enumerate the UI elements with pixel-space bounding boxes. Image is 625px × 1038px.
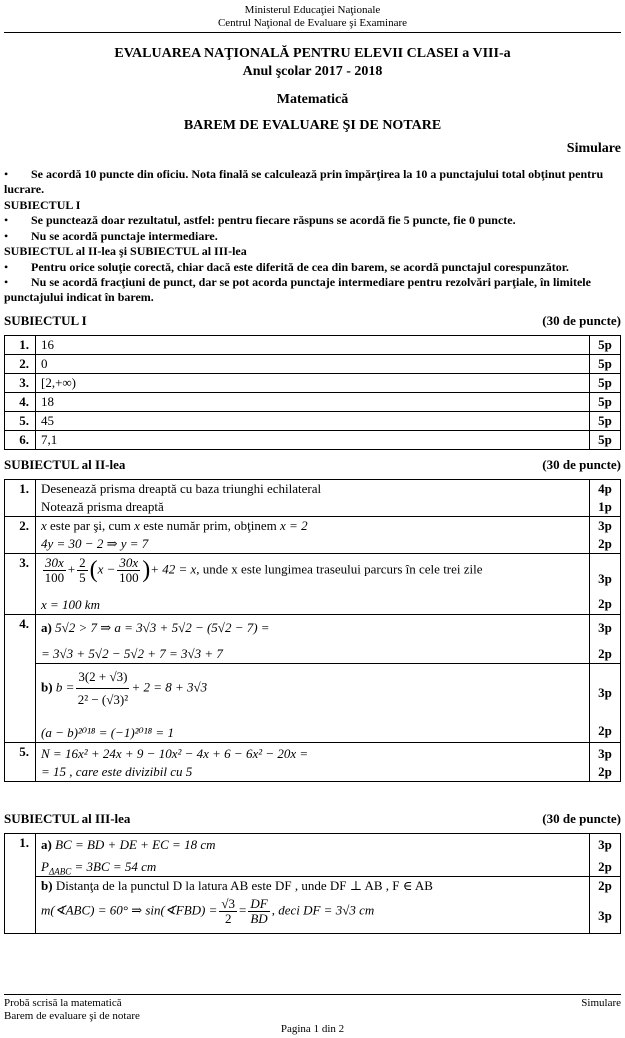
table-row	[5, 834, 621, 877]
points-value: 5p	[590, 393, 621, 412]
solution-equation: m(∢ABC) = 60° ⇒ sin(∢FBD) = $\frac{√3}{2}$ = $\frac{DF}{BD}$ , deci DF = 3√3 cm	[41, 896, 375, 926]
points-value: 2p	[598, 859, 612, 874]
item-points	[590, 615, 621, 664]
item-number: 3.	[5, 554, 36, 615]
subject-name: Matematică	[276, 92, 349, 107]
points-value: 3p	[598, 837, 612, 852]
solution-line: = 15 , care este divizibil cu 5	[41, 764, 193, 779]
item-number: 4.	[5, 393, 36, 412]
table-row	[5, 664, 621, 743]
item-solution-a	[36, 615, 590, 664]
header-divider	[4, 32, 621, 33]
item-points	[590, 743, 621, 782]
table-row	[5, 336, 621, 355]
points-value: 1p	[598, 499, 612, 514]
simulare-label: Simulare	[566, 141, 621, 156]
solution-equation: $\frac{30x}{100}$ + $\frac{2}{5}$ (x − $\frac{30x}{100}$ )+ 42 = x, unde x este lungimea traseului parcurs în cele trei zile	[44, 555, 483, 585]
points-value: 3p	[598, 620, 612, 635]
subiect1-table	[4, 335, 621, 450]
item-number: 5.	[5, 412, 36, 431]
item-points	[590, 480, 621, 517]
item-answer: 7,1	[36, 431, 590, 450]
solution-line: = 3√3 + 5√2 − 5√2 + 7 = 3√3 + 7	[41, 646, 223, 661]
footer-left-line1: Probă scrisă la matematică	[4, 997, 122, 1009]
item-solution	[36, 743, 590, 782]
item-points	[590, 517, 621, 554]
item-number: 2.	[5, 517, 36, 554]
table-row	[5, 374, 621, 393]
instruction-sub1-title: SUBIECTUL I	[4, 198, 81, 212]
points-value: 2p	[598, 536, 612, 551]
solution-line: N = 16x² + 24x + 9 − 10x² − 4x + 6 − 6x² − 20x =	[41, 746, 309, 761]
subiect2-heading	[4, 457, 621, 472]
points-value: 5p	[590, 374, 621, 393]
item-number: 4.	[5, 615, 36, 743]
solution-line: (a − b)²⁰¹⁸ = (−1)²⁰¹⁸ = 1	[41, 725, 174, 740]
points-value: 5p	[590, 336, 621, 355]
points-value: 2p	[598, 723, 612, 738]
instruction-sub23-title: SUBIECTUL al II-lea şi SUBIECTUL al III-lea	[4, 244, 247, 258]
school-year: Anul şcolar 2017 - 2018	[242, 64, 383, 79]
item-points	[590, 834, 621, 877]
table-row	[5, 355, 621, 374]
item-answer: 45	[36, 412, 590, 431]
item-number: 1.	[5, 834, 36, 934]
points-value: 3p	[598, 685, 612, 700]
item-answer: 16	[36, 336, 590, 355]
item-number: 2.	[5, 355, 36, 374]
points-value: 4p	[598, 481, 612, 496]
footer-divider	[4, 994, 621, 995]
solution-line: x = 100 km	[41, 597, 100, 612]
footer-left-line2: Barem de evaluare şi de notare	[4, 1010, 140, 1022]
instruction-general: • Se acordă 10 puncte din oficiu. Nota finală se calculează prin împărţirea la 10 a punctajului total obţinut pentru lucrare.	[4, 167, 604, 196]
subiect3-table	[4, 833, 621, 934]
solution-line: Notează prisma dreaptă	[41, 499, 164, 514]
item-solution	[36, 517, 590, 554]
points-value: 2p	[598, 764, 612, 779]
table-row	[5, 615, 621, 664]
points-value: 3p	[598, 571, 612, 586]
item-solution	[36, 554, 590, 615]
item-solution	[36, 480, 590, 517]
solution-line: 4y = 30 − 2 ⇒ y = 7	[41, 536, 149, 551]
center-header: Centrul Naţional de Evaluare şi Examinare	[217, 17, 408, 29]
item-number: 1.	[5, 336, 36, 355]
table-row	[5, 877, 621, 934]
points-value: 3p	[598, 746, 612, 761]
instruction-sub1-bullet2: • Nu se acordă punctaje intermediare.	[4, 229, 218, 243]
table-row	[5, 554, 621, 615]
subiect3-title: SUBIECTUL al III-lea	[4, 811, 131, 826]
solution-line: $P_{\Delta ABC} = 3BC = 54$ cm	[41, 859, 157, 877]
item-number: 5.	[5, 743, 36, 782]
solution-equation: b) b = $\frac{3(2 + √3)}{\text{2² − (√3)²}}$ + 2 = 8 + 3√3	[41, 664, 584, 724]
barem-title: BAREM DE EVALUARE ŞI DE NOTARE	[183, 118, 442, 133]
table-row	[5, 480, 621, 517]
points-value: 3p	[598, 518, 612, 533]
item-solution-b	[36, 877, 590, 934]
solution-line: a) BC = BD + DE + EC = 18 cm	[41, 837, 216, 852]
points-value: 2p	[598, 596, 612, 611]
table-row	[5, 743, 621, 782]
points-value: 2p	[598, 646, 612, 661]
item-answer: 0	[36, 355, 590, 374]
solution-line: x este par şi, cum x este număr prim, obţinem x = 2	[41, 518, 308, 533]
item-answer: [2,+∞)	[36, 374, 590, 393]
subiect2-points: (30 de puncte)	[542, 457, 621, 472]
points-value: 5p	[590, 355, 621, 374]
instruction-sub1-bullet1: • Se punctează doar rezultatul, astfel: pentru fiecare răspuns se acordă fie 5 puncte, fie 0 puncte.	[4, 213, 516, 227]
item-points	[590, 554, 621, 615]
subiect1-heading	[4, 313, 621, 328]
item-number: 6.	[5, 431, 36, 450]
item-answer: 18	[36, 393, 590, 412]
points-value: 3p	[598, 908, 612, 923]
subiect1-points: (30 de puncte)	[542, 313, 621, 328]
subiect2-table	[4, 479, 621, 782]
points-value: 5p	[590, 412, 621, 431]
exam-title: EVALUAREA NAŢIONALĂ PENTRU ELEVII CLASEI a VIII-a	[114, 46, 511, 61]
item-number: 1.	[5, 480, 36, 517]
item-points	[590, 664, 621, 743]
solution-line: a) 5√2 > 7 ⇒ a = 3√3 + 5√2 − (5√2 − 7) =	[41, 620, 270, 635]
ministry-header: Ministerul Educaţiei Naţionale	[244, 4, 381, 16]
subiect2-title: SUBIECTUL al II-lea	[4, 457, 126, 472]
table-row	[5, 412, 621, 431]
solution-line: Desenează prisma dreaptă cu baza triunghi echilateral	[41, 481, 322, 496]
item-solution-a	[36, 834, 590, 877]
footer-right: Simulare	[581, 997, 621, 1009]
table-row	[5, 431, 621, 450]
item-points	[590, 877, 621, 934]
subiect3-points: (30 de puncte)	[542, 811, 621, 826]
item-number: 3.	[5, 374, 36, 393]
table-row	[5, 517, 621, 554]
table-row	[5, 393, 621, 412]
instruction-sub23-bullet2: • Nu se acordă fracţiuni de punct, dar se pot acorda punctaje intermediare pentru rezolvări parţiale, în limitele punctajului indicat în barem.	[4, 275, 591, 304]
solution-line: b) Distanţa de la punctul D la latura AB este DF , unde DF ⊥ AB , F ∈ AB	[41, 878, 433, 893]
instruction-sub23-bullet1: • Pentru orice soluţie corectă, chiar dacă este diferită de cea din barem, se acordă punctajul corespunzător.	[4, 260, 569, 274]
points-value: 2p	[598, 878, 612, 893]
page-number: Pagina 1 din 2	[280, 1023, 345, 1035]
points-value: 5p	[590, 431, 621, 450]
item-solution-b	[36, 664, 590, 743]
subiect1-title: SUBIECTUL I	[4, 313, 87, 328]
subiect3-heading	[4, 811, 621, 826]
